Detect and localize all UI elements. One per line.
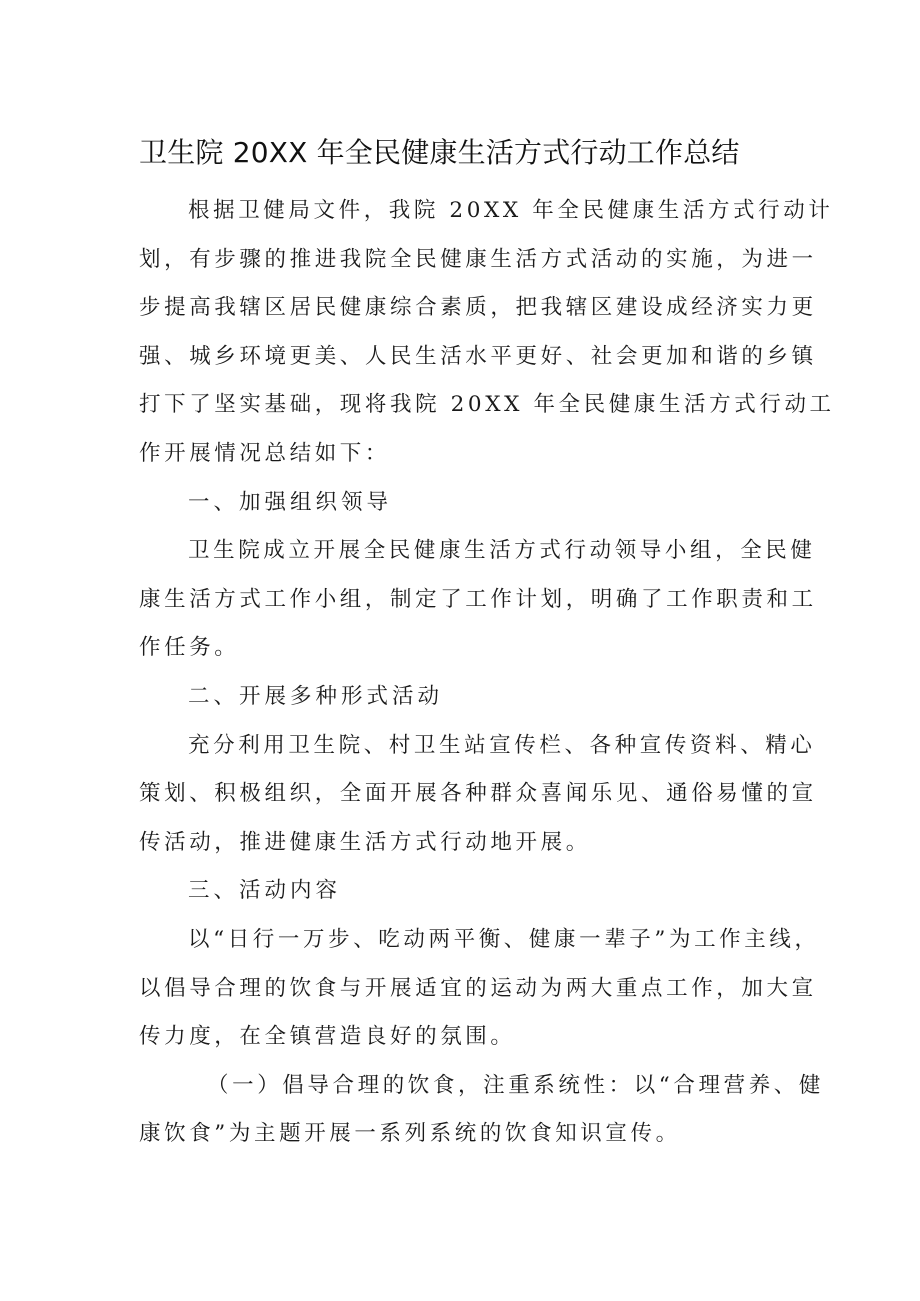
subsection-reasonable-diet [139,1062,824,1159]
section-organization-leadership [139,479,817,673]
paragraph-line: 以“日行一万步、吃动两平衡、健康一辈子”为工作主线， [188,926,820,952]
paragraph-line: 强、城乡环境更美、人民生活水平更好、社会更加和谐的乡镇 [139,343,817,369]
paragraph-line: 传力度，在全镇营造良好的氛围。 [139,1024,516,1050]
section-activity-content [139,867,820,1061]
paragraph-line: 以倡导合理的饮食与开展适宜的运动为两大重点工作，加大宣 [139,975,817,1001]
intro-paragraph [139,187,835,479]
document-title: 卫生院 20XX 年全民健康生活方式行动工作总结 [139,136,740,169]
section-heading: 一、加强组织领导 [188,489,393,515]
paragraph-line: 打下了坚实基础，现将我院 20XX 年全民健康生活方式行动工 [139,392,835,418]
paragraph-line: （一）倡导合理的饮食，注重系统性：以“合理营养、健 [207,1072,824,1098]
paragraph-line: 根据卫健局文件，我院 20XX 年全民健康生活方式行动计 [188,198,834,223]
section-various-activities [139,673,817,867]
paragraph-line: 充分利用卫生院、村卫生站宣传栏、各种宣传资料、精心 [188,732,816,758]
section-heading: 二、开展多种形式活动 [188,683,444,709]
paragraph-line: 步提高我辖区居民健康综合素质，把我辖区建设成经济实力更 [139,295,817,321]
paragraph-line: 策划、积极组织，全面开展各种群众喜闻乐见、通俗易懂的宣 [139,781,817,807]
document-body [139,187,835,1159]
paragraph-line: 传活动，推进健康生活方式行动地开展。 [139,829,591,855]
paragraph-line: 作开展情况总结如下： [139,440,391,466]
paragraph-line: 康饮食”为主题开展一系列系统的饮食知识宣传。 [139,1121,681,1147]
section-heading: 三、活动内容 [188,878,342,904]
paragraph-line: 卫生院成立开展全民健康生活方式行动领导小组，全民健 [188,538,816,564]
paragraph-line: 康生活方式工作小组，制定了工作计划，明确了工作职责和工 [139,586,817,612]
paragraph-line: 作任务。 [139,635,240,661]
paragraph-line: 划，有步骤的推进我院全民健康生活方式活动的实施，为进一 [139,246,817,272]
